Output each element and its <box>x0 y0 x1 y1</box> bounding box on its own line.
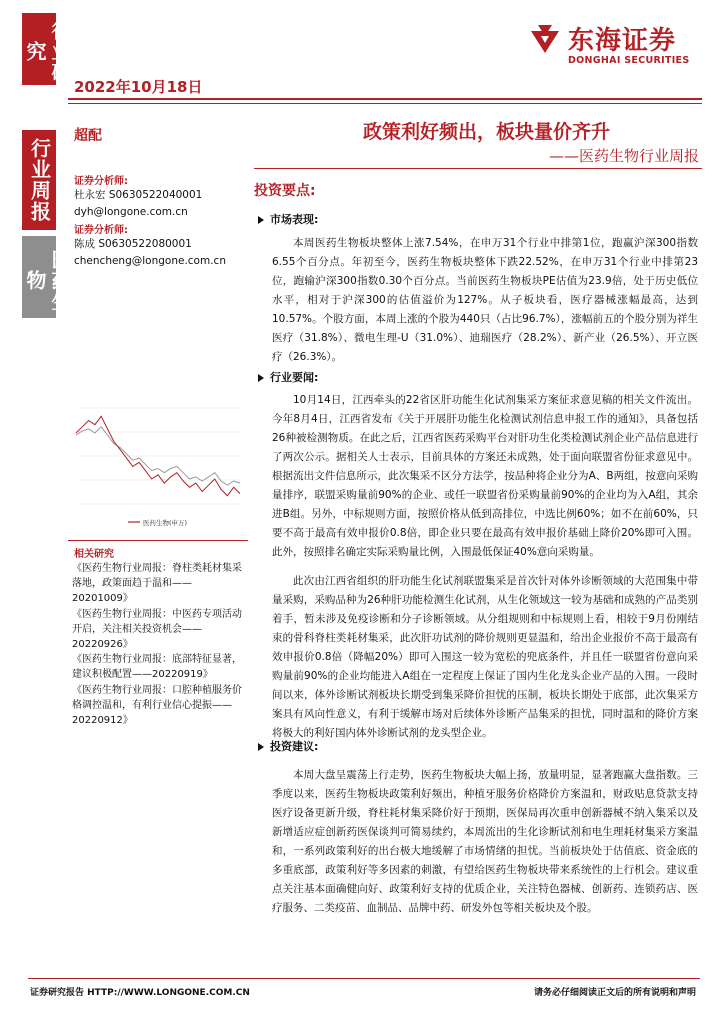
logo-cn: 东海证券 <box>568 26 677 56</box>
analyst-email[interactable]: dyh@longone.com.cn <box>74 206 188 218</box>
performance-chart-svg <box>70 396 246 534</box>
analyst-heading: 证券分析师: <box>74 225 128 236</box>
logo-en: DONGHAI SECURITIES <box>568 55 690 66</box>
performance-chart <box>70 396 246 534</box>
related-item[interactable]: 《医药生物行业周报：脊柱类耗材集采落地，政策面趋于温和——20201009》 <box>72 563 242 605</box>
page-subtitle: ——医药生物行业周报 <box>548 147 699 165</box>
related-item[interactable]: 《医药生物行业周报：中医药专项活动开启，关注相关投资机会——20220926》 <box>72 608 242 651</box>
section-heading-market: 市场表现: <box>258 211 318 227</box>
analyst-email[interactable]: chencheng@longone.com.cn <box>74 255 226 267</box>
header-divider-thin <box>68 103 702 104</box>
side-label-industry-research: 行业研究 <box>22 13 56 85</box>
analyst-heading: 证券分析师: <box>74 176 128 187</box>
related-item[interactable]: 《医药生物行业周报：底部特征显著，建议积极配置——20220919》 <box>72 654 242 681</box>
legend-label: 医药生物(申万) <box>143 519 188 527</box>
side-label-sector: 医药生物 <box>22 236 56 318</box>
bullet-arrow-icon <box>258 743 264 751</box>
news-paragraph-1: 10月14日，江西牵头的22省区肝功能生化试剂集采方案征求意见稿的相关文件流出。今年8月4日，江西省发布《关于开展肝功能生化检测试剂信息申报工作的通知》，具备包括26种被检测物质。在此之后，江西省医药采购平台对肝功生化类检测试剂企业产品信息进行了两次公示。据相关人士表示，目前具体的方案还未成熟，处于面向联盟省份征求意见中。根据流出文件信息所示，此次集采不区分方法学，按品种将企业分为A、B两组，按意向采购量排序，联盟采购量前90%的企业、或任一联盟省份采购量前90%的企业均为入A组，其余进B组。另外，中标规则方面，按照价格从低到高排位，中选比例60%；如不在前60%，只要不高于最高有效申报价0.8倍，即企业只要在最高有效申报价基础上降价20%即可入围。此外，按照排名确定实际采购量比例，入围最低保证40%意向采购量。 <box>272 394 698 558</box>
analyst-name: 杜永宏 S0630522040001 <box>74 189 203 201</box>
related-list <box>72 561 244 728</box>
related-divider <box>68 540 248 541</box>
analyst-block <box>74 172 249 270</box>
key-points-heading: 投资要点: <box>254 183 316 199</box>
company-logo <box>528 20 698 72</box>
section-heading-advice: 投资建议: <box>258 738 318 754</box>
related-item[interactable]: 《医药生物行业周报：口腔种植服务价格调控温和，有利行业信心提振——20220912》 <box>72 684 242 727</box>
footer-right: 请务必仔细阅读正文后的所有说明和声明 <box>533 988 696 998</box>
footer-divider <box>28 978 700 979</box>
page-title: 政策利好频出，板块量价齐升 <box>362 121 610 143</box>
report-date: 2022年10月18日 <box>74 78 203 96</box>
footer-left[interactable]: 证券研究报告 HTTP://WWW.LONGONE.COM.CN <box>30 988 250 998</box>
bullet-arrow-icon <box>258 216 264 224</box>
related-heading: 相关研究 <box>74 549 114 560</box>
advice-paragraph: 本周大盘呈震荡上行走势，医药生物板块大幅上扬，放量明显，显著跑赢大盘指数。三季度以来，医药生物板块政策利好频出，种植牙服务价格降价方案温和，财政贴息贷款支持医疗设备更新升级，脊柱耗材集采降价好于预期，医保局再次重申创新器械不纳入集采以及新增适应症创新药医保谈判可简易续约，本周流出的生化诊断试剂和电生理耗材集采方案温和，一系列政策利好的出台极大地缓解了市场情绪的担忧。当前板块处于估值底、资金底的多重底部，政策利好等多因素的刺激，有望给医药生物板块带来系统性的上行机会。建议重点关注基本面确健向好、政策利好支持的优质企业，关注特色器械、创新药、连锁药店、医疗服务、二类疫苗、血制品、品牌中药、研发外包等相关板块及个股。 <box>272 769 698 914</box>
news-paragraph-2: 此次由江西省组织的肝功能生化试剂联盟集采是首次针对体外诊断领域的大范围集中带量采购，采购品种为26种肝功能检测生化试剂，从生化领域这一较为基础和成熟的产品类别着手，暂未涉及免疫诊断和分子诊断领域。从分组规则和中标规则上看，相较于9月份刚结束的骨科脊柱类耗材集采，此次肝功试剂的降价规则更显温和，给出企业报价不高于最高有效申报价0.8倍（降幅20%）即可入围这一较为宽松的兜底条件，并且任一联盟省份意向采购量前90%的企业均能进入A组在一定程度上保证了国内生化龙头企业产品的入围。一段时间以来，体外诊断试剂板块长期受到集采降价担忧的压制，板块长期处于底部，此次集采方案具有风向性意义，有利于缓解市场对后续体外诊断产品集采的担忧，同时温和的降价方案将极大的利好国内体外诊断试剂的龙头型企业。 <box>272 575 698 739</box>
header-divider <box>68 98 702 100</box>
section-heading-news: 行业要闻: <box>258 369 318 385</box>
title-divider <box>254 168 702 169</box>
rating: 超配 <box>74 128 102 144</box>
analyst-name: 陈成 S0630522080001 <box>74 238 192 250</box>
side-label-weekly: 行业周报 <box>22 130 56 230</box>
bullet-arrow-icon <box>258 374 264 382</box>
market-paragraph: 本周医药生物板块整体上涨7.54%，在申万31个行业中排第1位，跑赢沪深300指数6.55个百分点。年初至今，医药生物板块整体下跌22.52%，在申万31个行业中排第23位，跑输沪深300指数0.30个百分点。当前医药生物板块PE估值为23.9倍，处于历史低位水平，相对于沪深300的估值溢价为127%。从子板块看，医疗器械涨幅最高，达到10.57%。个股方面，本周上涨的个股为440只（占比96.7%），涨幅前五的个股分别为祥生医疗（31.8%）、微电生理-U（31.0%）、迪瑞医疗（28.2%）、新产业（26.5%）、开立医疗（26.3%）。 <box>272 237 698 363</box>
logo-emblem-icon <box>528 22 562 56</box>
